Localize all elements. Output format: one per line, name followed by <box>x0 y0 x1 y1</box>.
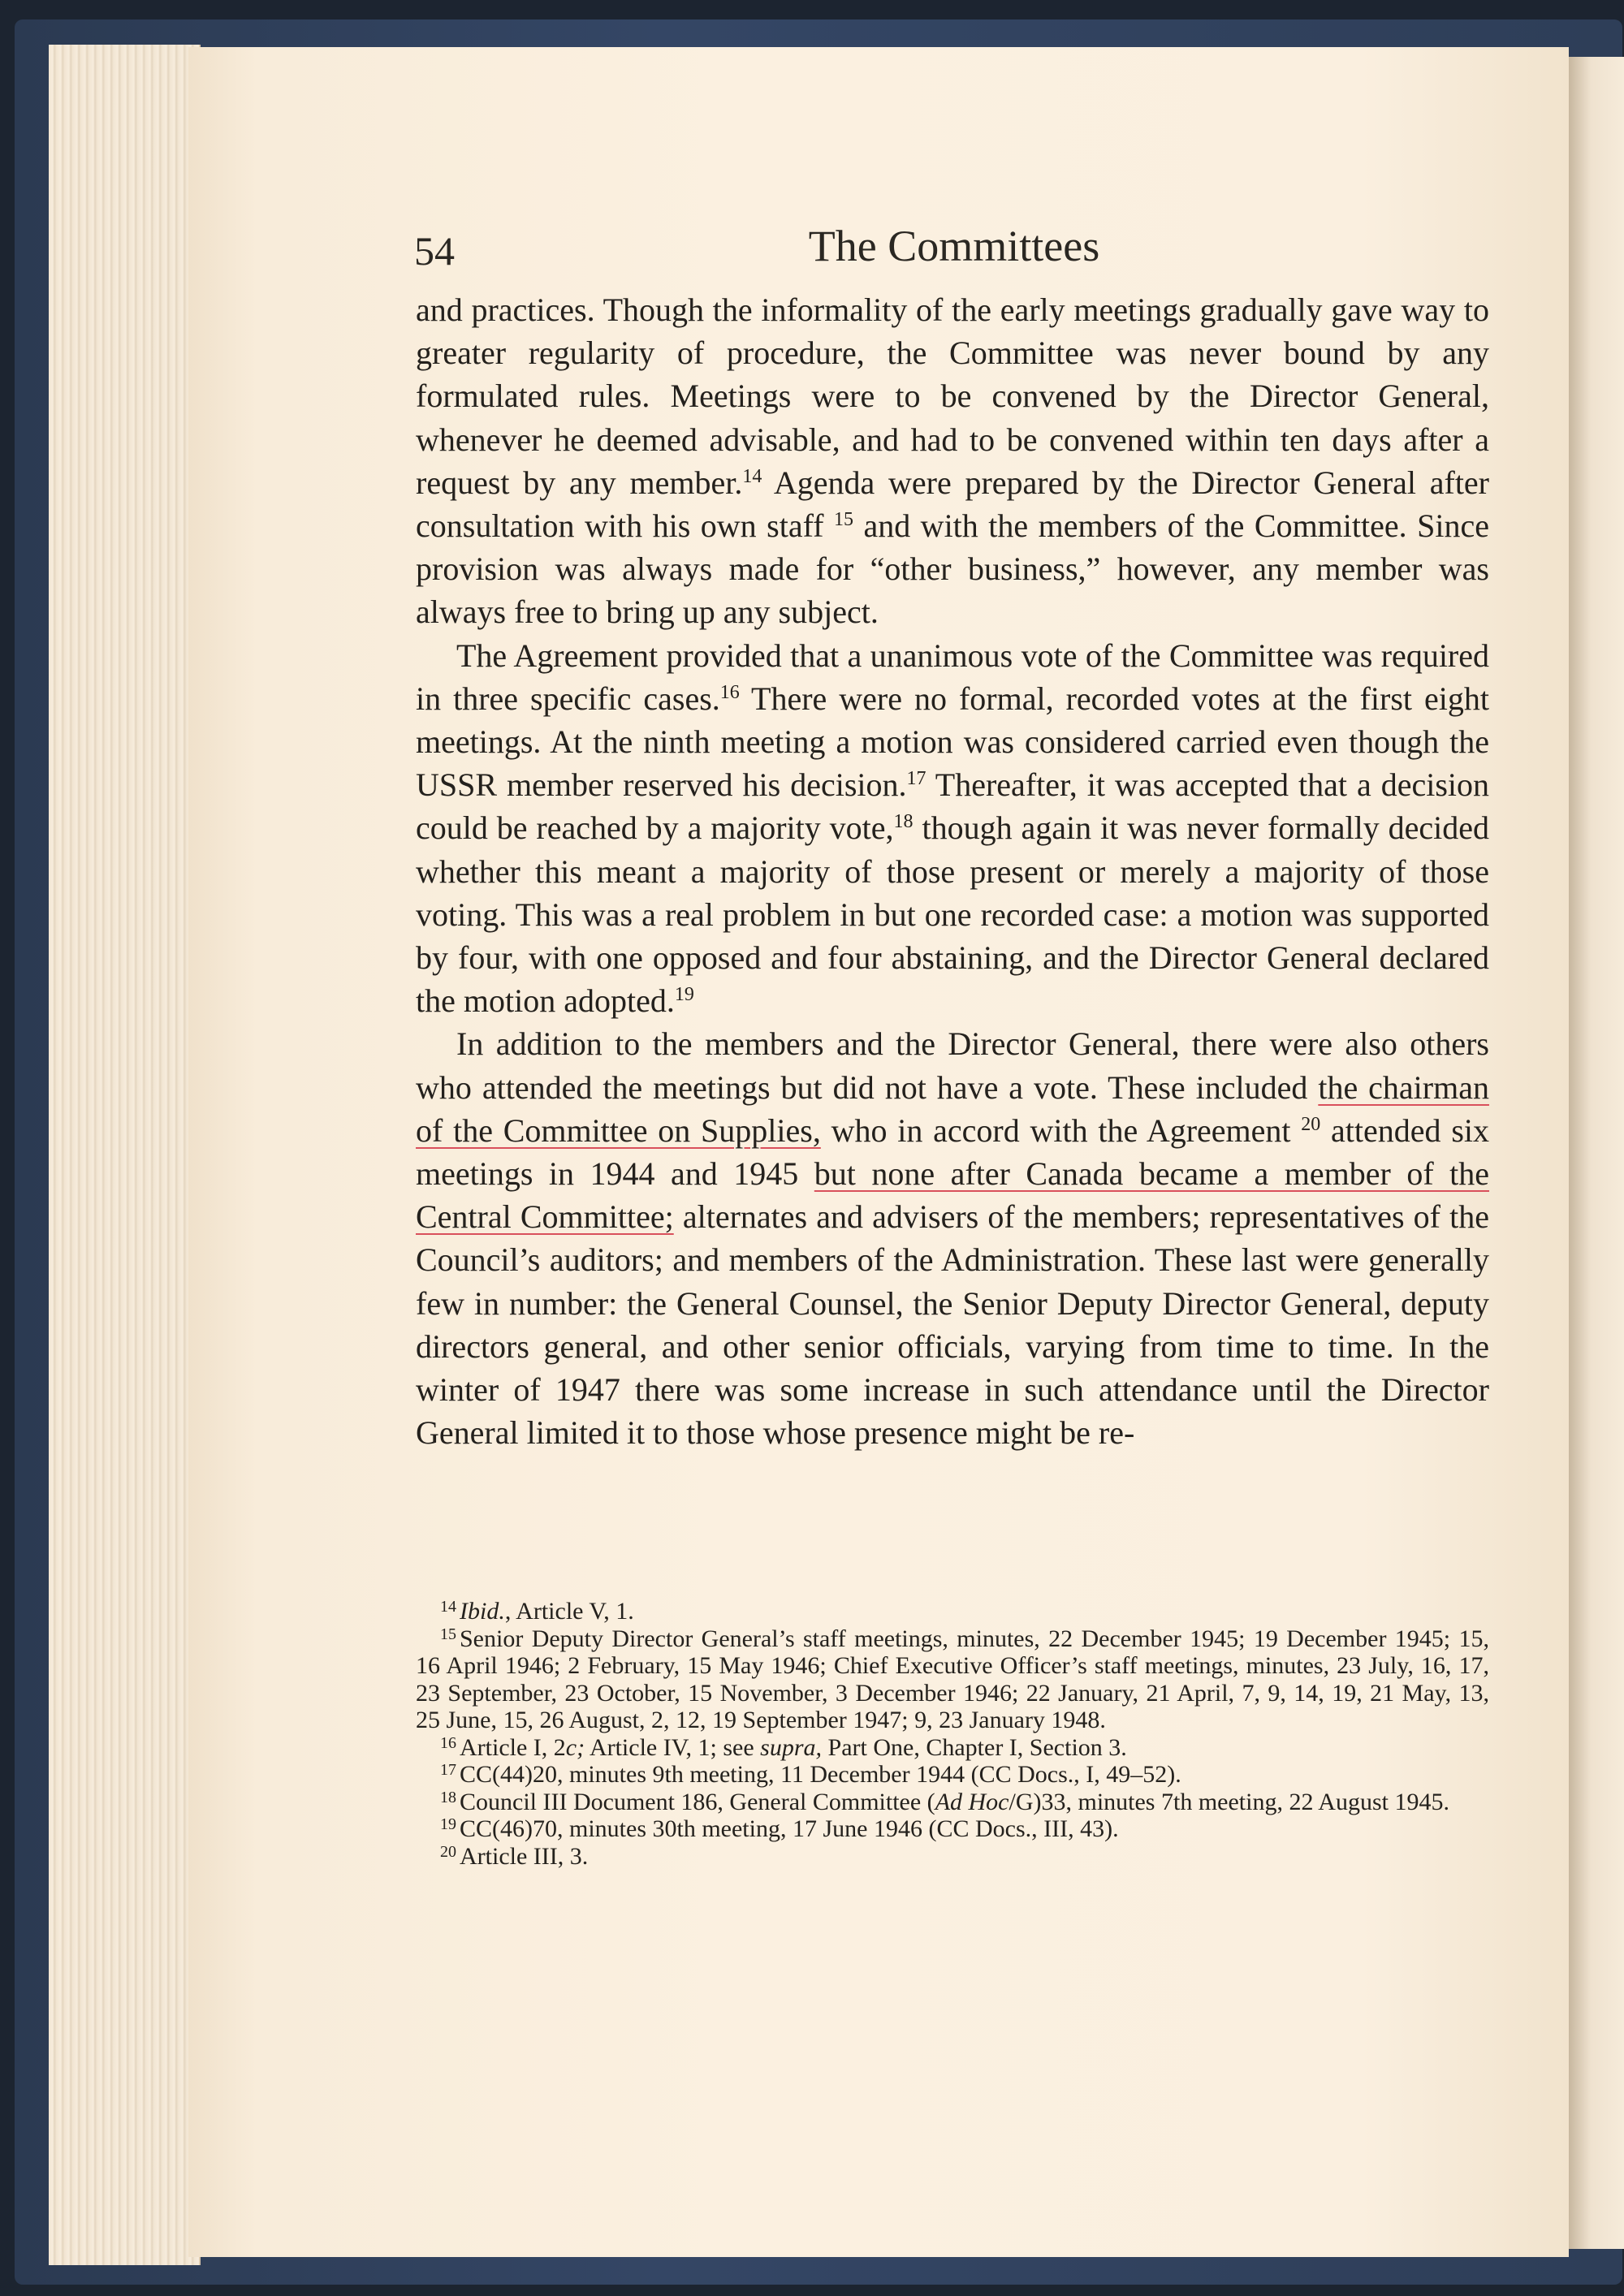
text-span: and practices. Though the informality of the early meetings gradually gave way to greater regularity of procedure, the Committee was never bound by any formulated rules. Meetings were to be convened by the Director General, whenever he deemed advisable, and had to be convened within ten days after a request by any member. <box>416 291 1489 501</box>
text-span: though again it was never formally decided whether this meant a majority of those present or merely a majority of those voting. This was a real problem in but one recorded case: a motion was supported by four, with one opposed and four abstaining, and the Director General declared the motion adopted. <box>416 809 1489 1020</box>
text-span: alternates and advisers of the members; representatives of the Council’s auditors; and members of the Administration. These last were generally few in number: the General Counsel, the Senior Deputy Director General, deputy directors general, and other senior officials, varying from time to time. In the winter of 1947 there was some increase in such attendance until the Director General limited it to those whose presence might be re- <box>416 1198 1489 1452</box>
text-span: Agenda were prepared by the Director General after consultation with his own staff <box>416 464 1490 545</box>
footnote-ref-15: 15 <box>833 509 853 531</box>
footnote-ref-14: 14 <box>742 465 762 487</box>
footnote-ref-19: 19 <box>674 984 694 1006</box>
underlined-passage-2: but none after Canada became a member of the Central Committee; <box>416 1155 1490 1236</box>
footnote-ref-16: 16 <box>719 681 740 703</box>
footnotes <box>416 1598 1489 1870</box>
text-span: Thereafter, it was accepted that a decision could be reached by a majority vote, <box>416 766 1490 847</box>
body-text <box>416 288 1489 1454</box>
underlined-passage-1: the chairman of the Committee on Supplies, <box>416 1068 1489 1149</box>
footnote-ref-18: 18 <box>893 811 914 833</box>
text-span: and with the members of the Committee. Since provision was always made for “other business,” however, any member was always free to bring up any subject. <box>416 507 1489 631</box>
footnote-italic: Ad Hoc <box>935 1788 1009 1815</box>
running-title: The Committees <box>808 222 1100 270</box>
footnote-number: 20 <box>440 1842 456 1861</box>
text-span: The Agreement provided that a unanimous vote of the Committee was required in three specific cases. <box>416 637 1489 717</box>
footnote-number: 17 <box>440 1761 456 1779</box>
paragraph-2 <box>416 634 1489 1023</box>
footnote-number: 15 <box>440 1625 456 1643</box>
footnote-italic: supra, <box>760 1733 823 1761</box>
footnote-number: 19 <box>440 1815 456 1833</box>
footnote-text: Council III Document 186, General Committee ( <box>460 1788 935 1815</box>
footnote-text: , Article V, 1. <box>504 1598 634 1625</box>
text-span: There were no formal, recorded votes at the first eight meetings. At the ninth meeting a motion was considered carried even though the USSR member reserved his decision. <box>416 680 1489 804</box>
paragraph-1 <box>416 288 1489 634</box>
footnote-italic: c; <box>565 1733 585 1761</box>
footnote-20 <box>416 1843 1489 1871</box>
footnote-text: Article IV, 1; see <box>585 1733 761 1761</box>
page-header <box>414 221 1494 286</box>
footnote-14 <box>416 1598 1489 1625</box>
footnote-number: 18 <box>440 1788 456 1806</box>
text-span: attended six meetings in 1944 and 1945 <box>416 1111 1489 1193</box>
footnote-text: Article III, 3. <box>460 1842 589 1870</box>
footnote-number: 14 <box>440 1598 456 1616</box>
footnote-15 <box>416 1625 1489 1734</box>
footnote-ref-20: 20 <box>1301 1113 1321 1135</box>
footnote-text: Senior Deputy Director General’s staff meetings, minutes, 22 December 1945; 19 December 1945; 15, 16 April 1946; 2 February, 15 May 1946; Chief Executive Officer’s staff meetings, minutes, 23 July, 16, 17, 23 September, 23 October, 15 November, 3 December 1946; 22 January, 21 April, 7, 9, 14, 19, 21 May, 13, 25 June, 15, 26 August, 2, 12, 19 September 1947; 9, 23 January 1948. <box>416 1625 1489 1733</box>
footnote-text: Article I, 2 <box>460 1733 566 1761</box>
footnote-16 <box>416 1734 1489 1762</box>
facing-page-edge <box>1569 57 1624 2249</box>
footnote-text: CC(44)20, minutes 9th meeting, 11 December 1944 (CC Docs., I, 49–52). <box>460 1761 1181 1788</box>
footnote-text: Part One, Chapter I, Section 3. <box>822 1733 1127 1761</box>
footnote-ref-17: 17 <box>906 768 926 790</box>
footnote-17 <box>416 1761 1489 1789</box>
paragraph-3 <box>416 1022 1489 1454</box>
footnote-19 <box>416 1815 1489 1843</box>
text-span: who in accord with the Agreement <box>820 1111 1302 1149</box>
page-edges <box>49 45 201 2265</box>
footnote-italic: Ibid. <box>460 1598 505 1625</box>
text-span: In addition to the members and the Director General, there were also others who attended the meetings but did not have a vote. These included <box>416 1025 1489 1106</box>
footnote-number: 16 <box>440 1733 456 1752</box>
footnote-text: CC(46)70, minutes 30th meeting, 17 June 1946 (CC Docs., III, 43). <box>460 1815 1119 1842</box>
footnote-18 <box>416 1789 1489 1816</box>
footnote-text: /G)33, minutes 7th meeting, 22 August 1945. <box>1009 1788 1449 1815</box>
page-number: 54 <box>414 228 455 274</box>
